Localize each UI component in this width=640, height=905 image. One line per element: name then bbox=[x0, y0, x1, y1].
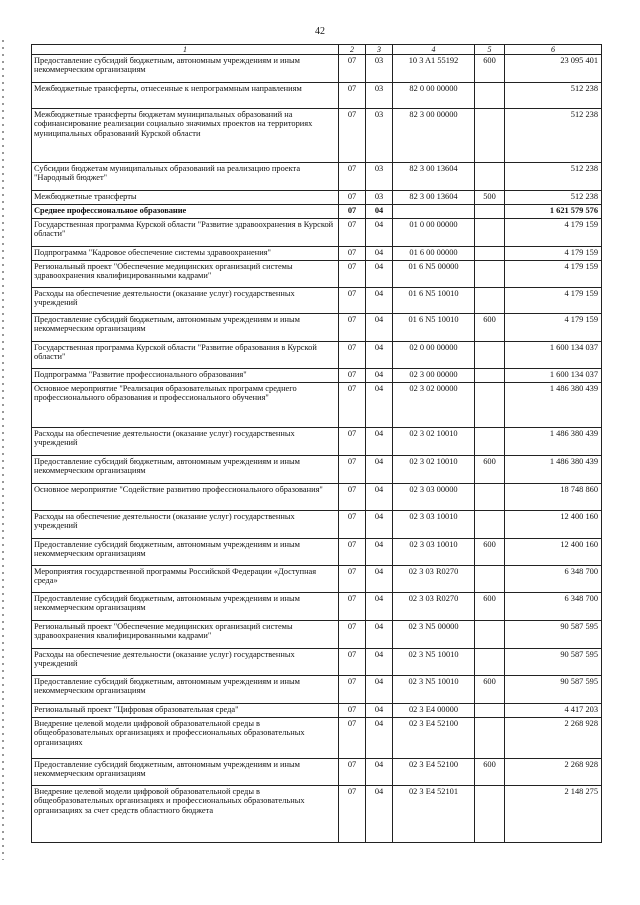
row-target-article: 01 6 00 00000 bbox=[393, 247, 475, 261]
row-expense-type bbox=[475, 109, 505, 163]
row-amount: 90 587 595 bbox=[505, 649, 602, 676]
row-expense-type bbox=[475, 511, 505, 539]
column-number-row bbox=[32, 45, 602, 55]
row-section-code: 07 bbox=[339, 219, 366, 247]
row-section-code: 07 bbox=[339, 55, 366, 83]
row-amount: 6 348 700 bbox=[505, 566, 602, 593]
row-target-article: 02 3 N5 10010 bbox=[393, 649, 475, 676]
row-name: Предоставление субсидий бюджетным, автономным учреждениям и иным некоммерческим организациям bbox=[32, 539, 339, 566]
row-target-article: 02 3 E4 52100 bbox=[393, 759, 475, 786]
table-row bbox=[32, 191, 602, 205]
row-section-code: 07 bbox=[339, 247, 366, 261]
row-amount: 1 486 380 439 bbox=[505, 428, 602, 456]
row-expense-type bbox=[475, 649, 505, 676]
row-expense-type: 600 bbox=[475, 456, 505, 484]
row-section-code: 07 bbox=[339, 163, 366, 191]
row-target-article: 02 3 E4 52101 bbox=[393, 786, 475, 843]
row-expense-type bbox=[475, 247, 505, 261]
table-row bbox=[32, 539, 602, 566]
row-name: Субсидии бюджетам муниципальных образований на реализацию проекта "Народный бюджет" bbox=[32, 163, 339, 191]
row-name: Мероприятия государственной программы Российской Федерации «Доступная среда» bbox=[32, 566, 339, 593]
row-name: Расходы на обеспечение деятельности (оказание услуг) государственных учреждений bbox=[32, 428, 339, 456]
page-number: 42 bbox=[315, 26, 325, 37]
row-expense-type: 500 bbox=[475, 191, 505, 205]
row-expense-type: 600 bbox=[475, 314, 505, 342]
budget-table bbox=[31, 44, 602, 843]
row-name: Расходы на обеспечение деятельности (оказание услуг) государственных учреждений bbox=[32, 288, 339, 314]
row-amount: 2 268 928 bbox=[505, 759, 602, 786]
row-section-code: 07 bbox=[339, 288, 366, 314]
row-target-article: 82 0 00 00000 bbox=[393, 83, 475, 109]
row-section-code: 07 bbox=[339, 704, 366, 718]
table-row bbox=[32, 621, 602, 649]
row-target-article: 02 3 N5 00000 bbox=[393, 621, 475, 649]
table-row bbox=[32, 219, 602, 247]
row-target-article: 02 0 00 00000 bbox=[393, 342, 475, 369]
col-header-3: 3 bbox=[366, 45, 393, 55]
row-section-code: 07 bbox=[339, 484, 366, 511]
table-row bbox=[32, 704, 602, 718]
scan-edge-marks bbox=[2, 40, 4, 860]
row-name: Межбюджетные трансферты бюджетам муниципальных образований на софинансирование реализации социально значимых проектов на территориях муниципальных образований Курской области bbox=[32, 109, 339, 163]
row-amount: 2 148 275 bbox=[505, 786, 602, 843]
row-expense-type bbox=[475, 428, 505, 456]
row-name: Подпрограмма "Кадровое обеспечение системы здравоохранения" bbox=[32, 247, 339, 261]
row-subsection-code: 04 bbox=[366, 566, 393, 593]
row-subsection-code: 04 bbox=[366, 593, 393, 621]
col-header-4: 4 bbox=[393, 45, 475, 55]
table-row bbox=[32, 456, 602, 484]
row-section-code: 07 bbox=[339, 511, 366, 539]
row-subsection-code: 03 bbox=[366, 109, 393, 163]
table-row bbox=[32, 109, 602, 163]
row-expense-type bbox=[475, 786, 505, 843]
row-target-article: 02 3 02 00000 bbox=[393, 383, 475, 428]
row-target-article: 02 3 E4 00000 bbox=[393, 704, 475, 718]
row-section-code: 07 bbox=[339, 621, 366, 649]
row-subsection-code: 04 bbox=[366, 247, 393, 261]
row-subsection-code: 04 bbox=[366, 649, 393, 676]
row-name: Предоставление субсидий бюджетным, автономным учреждениям и иным некоммерческим организациям bbox=[32, 593, 339, 621]
row-subsection-code: 04 bbox=[366, 219, 393, 247]
row-expense-type bbox=[475, 566, 505, 593]
row-target-article: 01 0 00 00000 bbox=[393, 219, 475, 247]
row-name: Предоставление субсидий бюджетным, автономным учреждениям и иным некоммерческим организациям bbox=[32, 456, 339, 484]
row-expense-type bbox=[475, 484, 505, 511]
row-section-code: 07 bbox=[339, 369, 366, 383]
row-subsection-code: 03 bbox=[366, 163, 393, 191]
row-amount: 6 348 700 bbox=[505, 593, 602, 621]
row-target-article: 02 3 02 10010 bbox=[393, 428, 475, 456]
table-row bbox=[32, 566, 602, 593]
row-section-code: 07 bbox=[339, 676, 366, 704]
row-target-article bbox=[393, 205, 475, 219]
row-amount: 12 400 160 bbox=[505, 539, 602, 566]
row-target-article: 02 3 03 10010 bbox=[393, 511, 475, 539]
row-name: Предоставление субсидий бюджетным, автономным учреждениям и иным некоммерческим организациям bbox=[32, 676, 339, 704]
row-subsection-code: 04 bbox=[366, 342, 393, 369]
row-section-code: 07 bbox=[339, 314, 366, 342]
row-amount: 90 587 595 bbox=[505, 621, 602, 649]
row-subsection-code: 04 bbox=[366, 314, 393, 342]
row-expense-type: 600 bbox=[475, 759, 505, 786]
table-row bbox=[32, 83, 602, 109]
row-target-article: 01 6 N5 00000 bbox=[393, 261, 475, 288]
row-section-code: 07 bbox=[339, 261, 366, 288]
table-row bbox=[32, 342, 602, 369]
table-row bbox=[32, 786, 602, 843]
table-row bbox=[32, 205, 602, 219]
row-amount: 1 600 134 037 bbox=[505, 342, 602, 369]
table-row bbox=[32, 369, 602, 383]
row-expense-type bbox=[475, 621, 505, 649]
row-target-article: 02 3 03 10010 bbox=[393, 539, 475, 566]
row-section-code: 07 bbox=[339, 593, 366, 621]
row-name: Предоставление субсидий бюджетным, автономным учреждениям и иным некоммерческим организациям bbox=[32, 759, 339, 786]
row-subsection-code: 04 bbox=[366, 511, 393, 539]
table-row bbox=[32, 649, 602, 676]
table-row bbox=[32, 314, 602, 342]
row-amount: 18 748 860 bbox=[505, 484, 602, 511]
row-expense-type bbox=[475, 342, 505, 369]
row-section-code: 07 bbox=[339, 649, 366, 676]
row-subsection-code: 04 bbox=[366, 676, 393, 704]
row-section-code: 07 bbox=[339, 428, 366, 456]
row-expense-type bbox=[475, 261, 505, 288]
row-section-code: 07 bbox=[339, 566, 366, 593]
row-name: Региональный проект "Обеспечение медицинских организаций системы здравоохранения квалифицированными кадрами" bbox=[32, 261, 339, 288]
row-expense-type bbox=[475, 163, 505, 191]
row-amount: 4 179 159 bbox=[505, 219, 602, 247]
row-expense-type bbox=[475, 83, 505, 109]
table-row bbox=[32, 718, 602, 759]
row-target-article: 02 3 00 00000 bbox=[393, 369, 475, 383]
row-amount: 512 238 bbox=[505, 163, 602, 191]
row-amount: 4 179 159 bbox=[505, 261, 602, 288]
row-subsection-code: 04 bbox=[366, 718, 393, 759]
row-target-article: 82 3 00 13604 bbox=[393, 163, 475, 191]
row-amount: 4 179 159 bbox=[505, 314, 602, 342]
row-name: Межбюджетные трансферты bbox=[32, 191, 339, 205]
row-expense-type: 600 bbox=[475, 55, 505, 83]
row-section-code: 07 bbox=[339, 786, 366, 843]
row-amount: 512 238 bbox=[505, 109, 602, 163]
row-target-article: 01 6 N5 10010 bbox=[393, 288, 475, 314]
row-target-article: 02 3 E4 52100 bbox=[393, 718, 475, 759]
row-amount: 12 400 160 bbox=[505, 511, 602, 539]
row-name: Межбюджетные трансферты, отнесенные к непрограммным направлениям bbox=[32, 83, 339, 109]
row-subsection-code: 04 bbox=[366, 621, 393, 649]
row-name: Внедрение целевой модели цифровой образовательной среды в общеобразовательных организациях и профессиональных образовательных организациях bbox=[32, 718, 339, 759]
col-header-5: 5 bbox=[475, 45, 505, 55]
row-target-article: 02 3 N5 10010 bbox=[393, 676, 475, 704]
table-row bbox=[32, 484, 602, 511]
row-section-code: 07 bbox=[339, 383, 366, 428]
row-expense-type bbox=[475, 369, 505, 383]
row-subsection-code: 04 bbox=[366, 205, 393, 219]
row-subsection-code: 03 bbox=[366, 55, 393, 83]
row-name: Региональный проект "Обеспечение медицинских организаций системы здравоохранения квалифицированными кадрами" bbox=[32, 621, 339, 649]
row-expense-type bbox=[475, 288, 505, 314]
row-amount: 90 587 595 bbox=[505, 676, 602, 704]
row-section-code: 07 bbox=[339, 718, 366, 759]
col-header-2: 2 bbox=[339, 45, 366, 55]
row-target-article: 82 3 00 13604 bbox=[393, 191, 475, 205]
row-section-code: 07 bbox=[339, 759, 366, 786]
table-row bbox=[32, 759, 602, 786]
row-target-article: 82 3 00 00000 bbox=[393, 109, 475, 163]
row-expense-type: 600 bbox=[475, 539, 505, 566]
row-name: Внедрение целевой модели цифровой образовательной среды в общеобразовательных организациях и профессиональных образовательных организациях за счет средств областного бюджета bbox=[32, 786, 339, 843]
row-expense-type bbox=[475, 704, 505, 718]
row-amount: 2 268 928 bbox=[505, 718, 602, 759]
table-row bbox=[32, 261, 602, 288]
row-expense-type: 600 bbox=[475, 676, 505, 704]
row-subsection-code: 03 bbox=[366, 191, 393, 205]
row-amount: 23 095 401 bbox=[505, 55, 602, 83]
row-name: Подпрограмма "Развитие профессионального образования" bbox=[32, 369, 339, 383]
row-amount: 4 179 159 bbox=[505, 288, 602, 314]
row-subsection-code: 03 bbox=[366, 83, 393, 109]
row-amount: 4 417 203 bbox=[505, 704, 602, 718]
row-amount: 1 621 579 576 bbox=[505, 205, 602, 219]
row-section-code: 07 bbox=[339, 191, 366, 205]
table-row bbox=[32, 593, 602, 621]
row-subsection-code: 04 bbox=[366, 759, 393, 786]
row-amount: 1 486 380 439 bbox=[505, 456, 602, 484]
row-amount: 512 238 bbox=[505, 191, 602, 205]
row-name: Государственная программа Курской области "Развитие образования в Курской области" bbox=[32, 342, 339, 369]
row-section-code: 07 bbox=[339, 342, 366, 369]
row-section-code: 07 bbox=[339, 205, 366, 219]
table-row bbox=[32, 247, 602, 261]
row-name: Основное мероприятие "Реализация образовательных программ среднего профессионального образования и профессионального обучения" bbox=[32, 383, 339, 428]
row-subsection-code: 04 bbox=[366, 383, 393, 428]
row-subsection-code: 04 bbox=[366, 484, 393, 511]
row-target-article: 02 3 03 R0270 bbox=[393, 593, 475, 621]
row-section-code: 07 bbox=[339, 109, 366, 163]
row-name: Среднее профессиональное образование bbox=[32, 205, 339, 219]
row-subsection-code: 04 bbox=[366, 369, 393, 383]
row-amount: 512 238 bbox=[505, 83, 602, 109]
row-subsection-code: 04 bbox=[366, 539, 393, 566]
row-target-article: 02 3 02 10010 bbox=[393, 456, 475, 484]
row-section-code: 07 bbox=[339, 456, 366, 484]
row-target-article: 01 6 N5 10010 bbox=[393, 314, 475, 342]
row-amount: 4 179 159 bbox=[505, 247, 602, 261]
row-subsection-code: 04 bbox=[366, 261, 393, 288]
row-amount: 1 600 134 037 bbox=[505, 369, 602, 383]
row-target-article: 02 3 03 R0270 bbox=[393, 566, 475, 593]
row-name: Государственная программа Курской области "Развитие здравоохранения в Курской области" bbox=[32, 219, 339, 247]
table-row bbox=[32, 55, 602, 83]
row-expense-type bbox=[475, 205, 505, 219]
row-name: Предоставление субсидий бюджетным, автономным учреждениям и иным некоммерческим организациям bbox=[32, 55, 339, 83]
row-subsection-code: 04 bbox=[366, 786, 393, 843]
table-row bbox=[32, 163, 602, 191]
table-row bbox=[32, 383, 602, 428]
row-subsection-code: 04 bbox=[366, 288, 393, 314]
table-row bbox=[32, 288, 602, 314]
row-target-article: 10 3 A1 55192 bbox=[393, 55, 475, 83]
table-row bbox=[32, 428, 602, 456]
row-expense-type bbox=[475, 383, 505, 428]
table-row bbox=[32, 676, 602, 704]
col-header-6: 6 bbox=[505, 45, 602, 55]
row-section-code: 07 bbox=[339, 83, 366, 109]
row-name: Региональный проект "Цифровая образовательная среда" bbox=[32, 704, 339, 718]
row-expense-type bbox=[475, 718, 505, 759]
row-expense-type: 600 bbox=[475, 593, 505, 621]
row-expense-type bbox=[475, 219, 505, 247]
table-row bbox=[32, 511, 602, 539]
row-subsection-code: 04 bbox=[366, 428, 393, 456]
row-subsection-code: 04 bbox=[366, 456, 393, 484]
row-amount: 1 486 380 439 bbox=[505, 383, 602, 428]
row-target-article: 02 3 03 00000 bbox=[393, 484, 475, 511]
col-header-1: 1 bbox=[32, 45, 339, 55]
row-name: Предоставление субсидий бюджетным, автономным учреждениям и иным некоммерческим организациям bbox=[32, 314, 339, 342]
row-name: Расходы на обеспечение деятельности (оказание услуг) государственных учреждений bbox=[32, 511, 339, 539]
row-name: Расходы на обеспечение деятельности (оказание услуг) государственных учреждений bbox=[32, 649, 339, 676]
row-name: Основное мероприятие "Содействие развитию профессионального образования" bbox=[32, 484, 339, 511]
row-section-code: 07 bbox=[339, 539, 366, 566]
row-subsection-code: 04 bbox=[366, 704, 393, 718]
